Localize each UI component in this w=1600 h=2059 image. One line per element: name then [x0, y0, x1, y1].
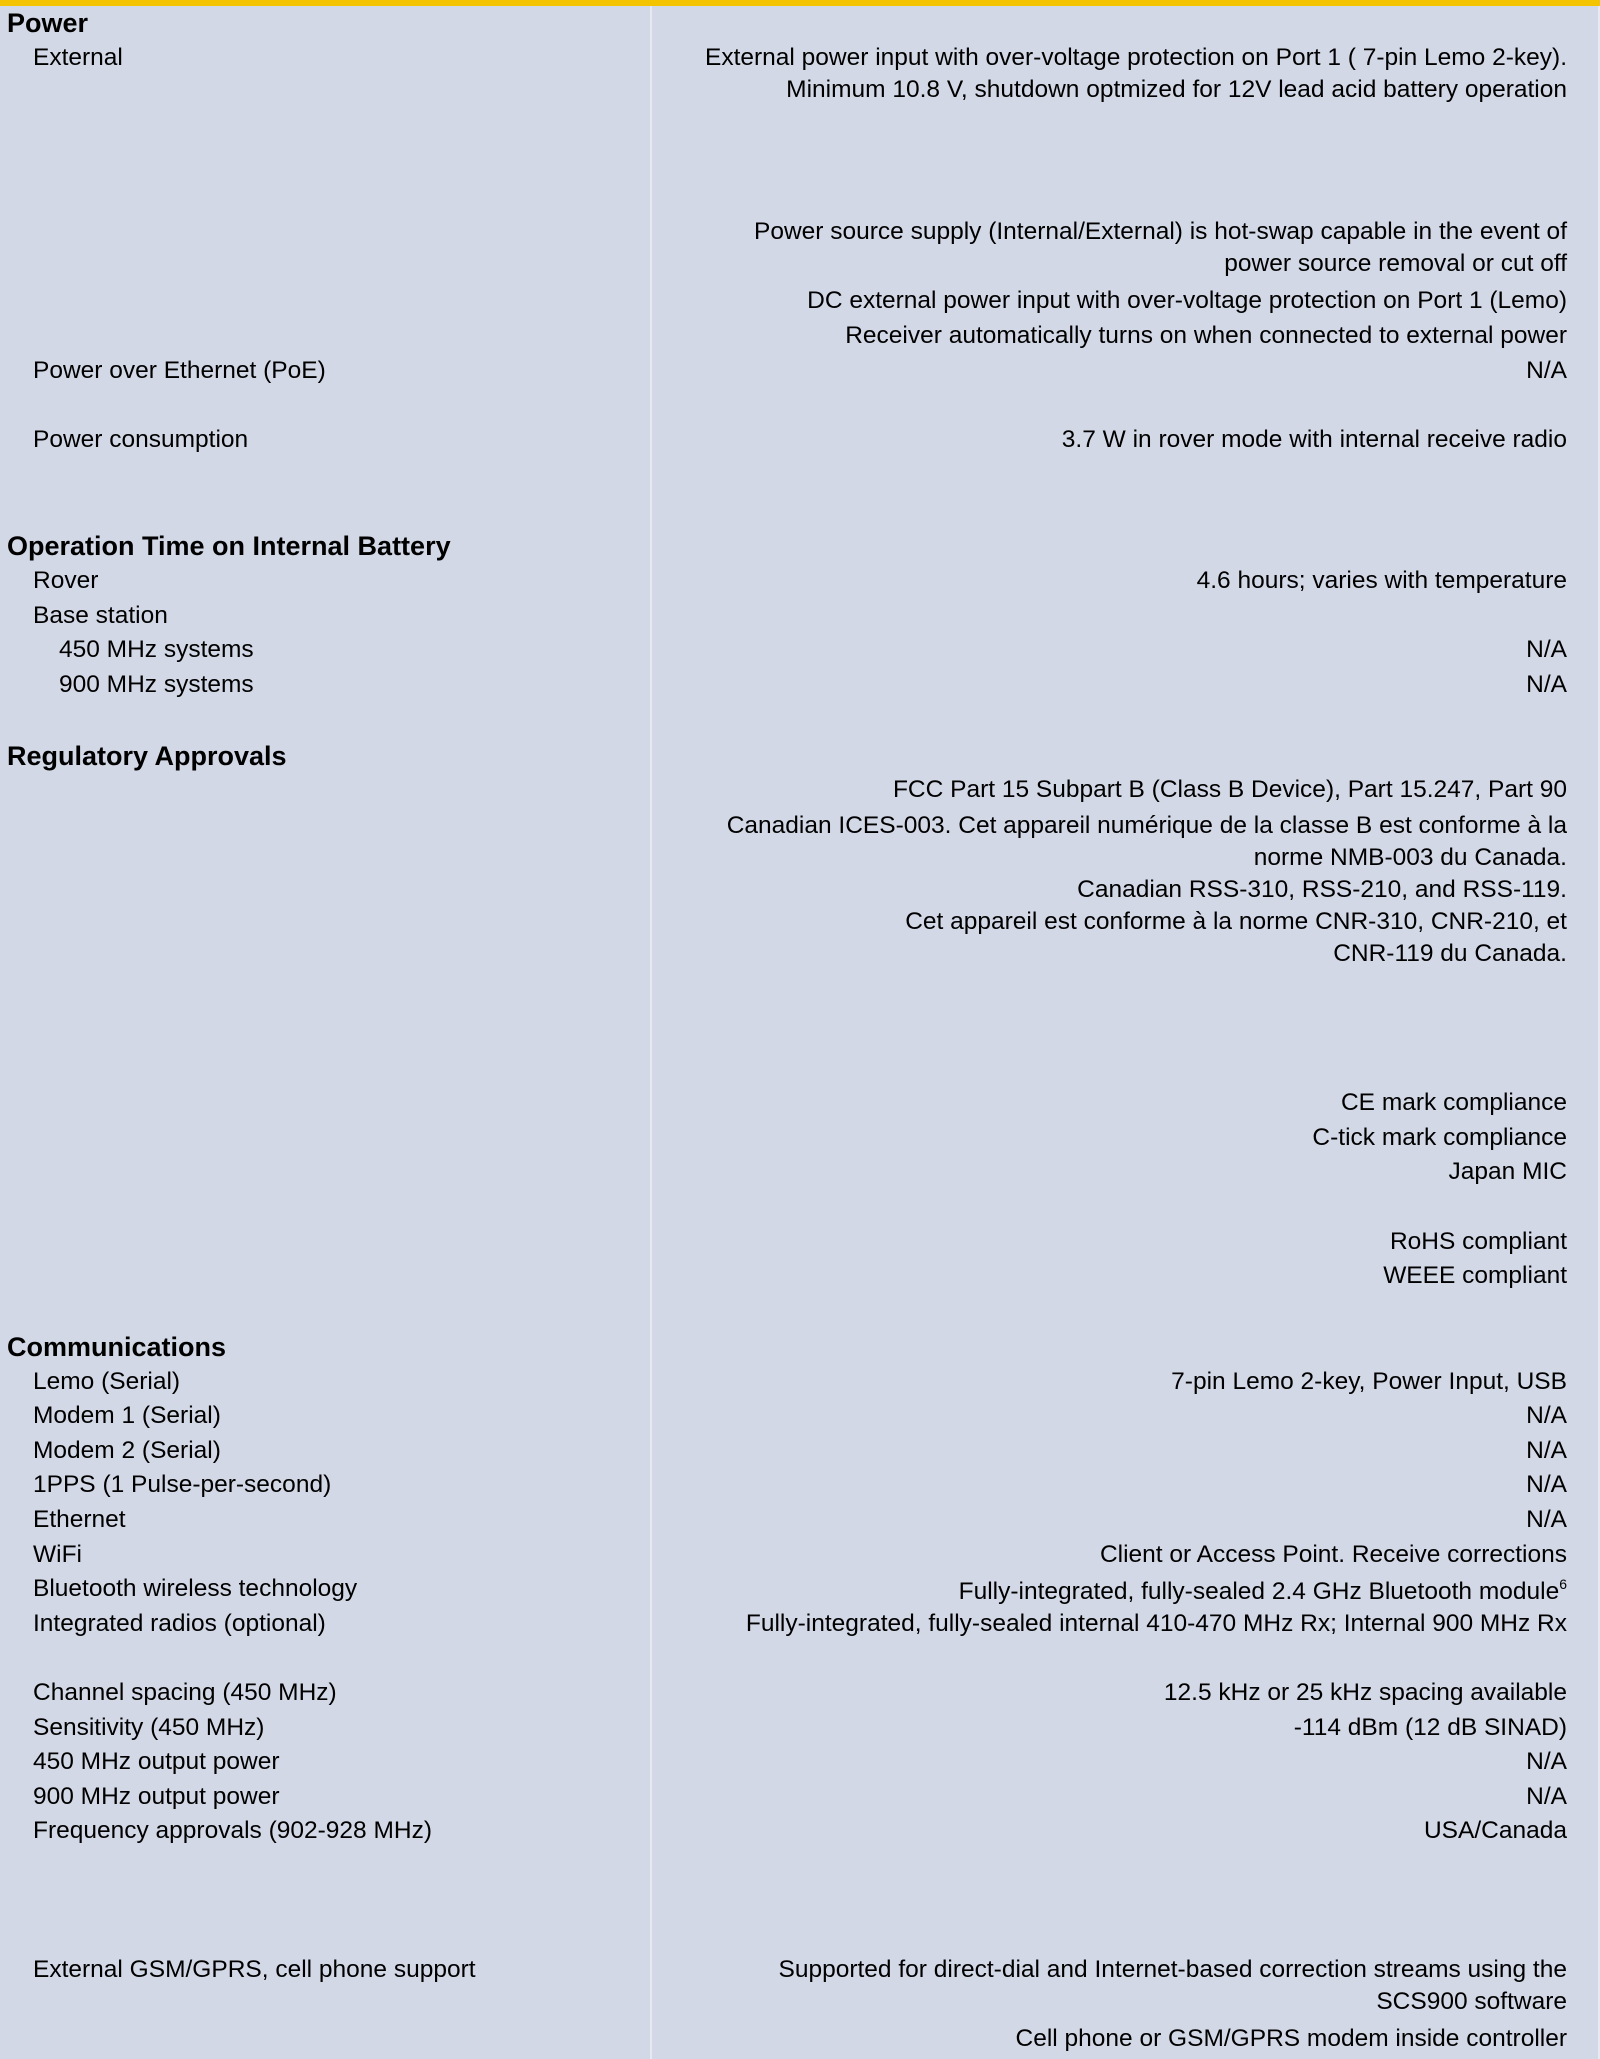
spec-value-lemo: 7-pin Lemo 2-key, Power Input, USB — [1171, 1368, 1567, 1395]
spec-value-channel-spacing: 12.5 kHz or 25 kHz spacing available — [1163, 1679, 1567, 1706]
spec-value-dc-input: DC external power input with over-voltage protection on Port 1 (Lemo) — [807, 287, 1567, 314]
spec-value-external-1: External power input with over-voltage protection on Port 1 ( 7-pin Lemo 2-key). — [704, 44, 1567, 71]
spec-value-ices-2: norme NMB-003 du Canada. — [1253, 844, 1567, 871]
accent-bar — [0, 0, 1600, 6]
section-heading-battery: Operation Time on Internal Battery — [7, 531, 451, 561]
spec-value-gsm-1: Supported for direct-dial and Internet-based correction streams using the — [778, 1956, 1567, 1983]
spec-value-ices-1: Canadian ICES-003. Cet appareil numérique de la classe B est conforme à la — [726, 812, 1567, 839]
spec-value-auto-on: Receiver automatically turns on when connected to external power — [845, 322, 1567, 349]
spec-label-450mhz-systems: 450 MHz systems — [59, 636, 254, 663]
spec-value-external-2: Minimum 10.8 V, shutdown optmized for 12V lead acid battery operation — [786, 76, 1567, 103]
spec-value-bluetooth — [959, 1576, 1567, 1608]
spec-value-cnr-2: CNR-119 du Canada. — [1333, 940, 1567, 967]
spec-value-ce: CE mark compliance — [1340, 1089, 1567, 1116]
spec-value-rohs: RoHS compliant — [1389, 1228, 1567, 1255]
spec-value-frequency-approvals: USA/Canada — [1423, 1817, 1567, 1844]
spec-label-450mhz-output: 450 MHz output power — [33, 1748, 280, 1775]
spec-label-ethernet: Ethernet — [33, 1506, 126, 1533]
spec-value-rss: Canadian RSS-310, RSS-210, and RSS-119. — [1077, 876, 1567, 903]
footnote-marker: 6 — [1559, 1576, 1567, 1592]
spec-label-frequency-approvals: Frequency approvals (902-928 MHz) — [33, 1817, 432, 1844]
spec-label-900mhz-output: 900 MHz output power — [33, 1783, 280, 1810]
spec-label-integrated-radios: Integrated radios (optional) — [33, 1610, 326, 1637]
spec-value-bluetooth-text: Fully-integrated, fully-sealed 2.4 GHz Bluetooth module — [958, 1578, 1560, 1605]
spec-label-wifi: WiFi — [33, 1541, 82, 1568]
spec-label-channel-spacing: Channel spacing (450 MHz) — [33, 1679, 337, 1706]
column-divider — [650, 6, 652, 2059]
section-heading-power: Power — [7, 8, 89, 38]
spec-value-hotswap-1: Power source supply (Internal/External) is hot-swap capable in the event of — [753, 218, 1567, 245]
section-heading-regulatory: Regulatory Approvals — [7, 741, 287, 771]
spec-label-modem-1: Modem 1 (Serial) — [33, 1402, 221, 1429]
spec-value-japan-mic: Japan MIC — [1448, 1158, 1567, 1185]
spec-label-bluetooth: Bluetooth wireless technology — [33, 1575, 358, 1602]
spec-value-ctick: C-tick mark compliance — [1312, 1124, 1567, 1151]
spec-value-weee: WEEE compliant — [1383, 1262, 1567, 1289]
spec-value-450mhz-systems: N/A — [1526, 636, 1567, 663]
spec-value-ethernet: N/A — [1526, 1506, 1567, 1533]
spec-value-integrated-radios: Fully-integrated, fully-sealed internal 410-470 MHz Rx; Internal 900 MHz Rx — [745, 1610, 1567, 1637]
spec-value-modem-2: N/A — [1526, 1437, 1567, 1464]
spec-label-sensitivity: Sensitivity (450 MHz) — [33, 1714, 265, 1741]
spec-label-modem-2: Modem 2 (Serial) — [33, 1437, 221, 1464]
spec-value-1pps: N/A — [1526, 1471, 1567, 1498]
spec-label-base-station: Base station — [33, 602, 168, 629]
spec-value-poe: N/A — [1526, 357, 1567, 384]
spec-label-1pps: 1PPS (1 Pulse-per-second) — [33, 1471, 332, 1498]
spec-value-modem-1: N/A — [1526, 1402, 1567, 1429]
spec-value-gsm-3: Cell phone or GSM/GPRS modem inside controller — [1015, 2025, 1567, 2052]
spec-label-power-consumption: Power consumption — [33, 426, 249, 453]
spec-value-hotswap-2: power source removal or cut off — [1224, 250, 1567, 277]
spec-value-900mhz-systems: N/A — [1526, 671, 1567, 698]
spec-value-gsm-2: SCS900 software — [1376, 1988, 1567, 2015]
section-heading-communications: Communications — [7, 1332, 227, 1362]
spec-value-sensitivity: -114 dBm (12 dB SINAD) — [1293, 1714, 1567, 1741]
spec-value-wifi: Client or Access Point. Receive corrections — [1099, 1541, 1567, 1568]
spec-value-power-consumption: 3.7 W in rover mode with internal receive radio — [1061, 426, 1567, 453]
spec-value-900mhz-output: N/A — [1526, 1783, 1567, 1810]
spec-label-gsm: External GSM/GPRS, cell phone support — [33, 1956, 476, 1983]
spec-label-900mhz-systems: 900 MHz systems — [59, 671, 254, 698]
spec-label-rover: Rover — [33, 567, 99, 594]
spec-label-poe: Power over Ethernet (PoE) — [33, 357, 326, 384]
spec-label-lemo: Lemo (Serial) — [33, 1368, 181, 1395]
spec-label-external: External — [33, 44, 123, 71]
spec-value-rover: 4.6 hours; varies with temperature — [1196, 567, 1567, 594]
spec-value-cnr-1: Cet appareil est conforme à la norme CNR-310, CNR-210, et — [905, 908, 1567, 935]
spec-value-fcc: FCC Part 15 Subpart B (Class B Device), Part 15.247, Part 90 — [892, 776, 1567, 803]
spec-value-450mhz-output: N/A — [1526, 1748, 1567, 1775]
